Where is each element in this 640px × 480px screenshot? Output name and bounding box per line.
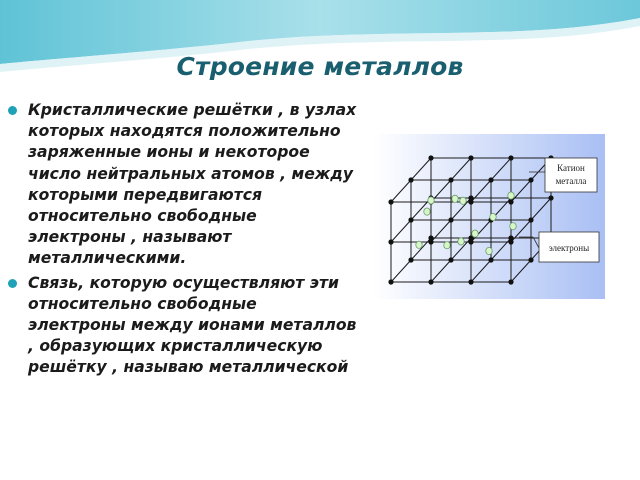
electron-dot <box>416 241 422 248</box>
cation-node <box>448 217 453 222</box>
electron-dot <box>428 197 434 204</box>
cation-node <box>428 155 433 160</box>
electron-dot <box>490 213 496 220</box>
electron-dot <box>444 242 450 249</box>
cation-node <box>388 199 393 204</box>
cation-node <box>528 257 533 262</box>
cation-node <box>528 177 533 182</box>
cation-node <box>508 155 513 160</box>
cation-node <box>488 257 493 262</box>
bullet-list <box>6 100 358 382</box>
cation-node <box>488 177 493 182</box>
electron-dot <box>460 197 466 204</box>
bullet-icon <box>8 106 17 115</box>
cation-node <box>448 257 453 262</box>
cation-label-line1: Катион <box>557 163 585 173</box>
cation-node <box>508 239 513 244</box>
cation-node <box>548 195 553 200</box>
electron-dot <box>508 192 514 199</box>
electron-dot <box>424 208 430 215</box>
cation-node <box>428 239 433 244</box>
bullet-text: Кристаллические решётки , в узлах которых находятся положительно заряженные ионы и некоторое число нейтральных атомов , между которыми передвигаются относительно свободные электроны , называют металлическими. <box>28 101 357 268</box>
cation-node <box>388 239 393 244</box>
electrons-label: электроны <box>548 243 590 253</box>
metal-lattice-figure <box>373 134 605 299</box>
electron-dot <box>472 230 478 237</box>
cation-node <box>468 155 473 160</box>
cation-node <box>508 199 513 204</box>
slide-title: Строение металлов <box>176 52 464 81</box>
cation-node <box>508 279 513 284</box>
electron-dot <box>486 247 492 254</box>
cation-node <box>468 199 473 204</box>
bullet-item <box>6 273 358 379</box>
bullet-icon <box>8 279 17 288</box>
electron-dot <box>458 238 464 245</box>
electron-dot <box>510 223 516 230</box>
bullet-item <box>6 100 358 270</box>
cation-node <box>388 279 393 284</box>
cation-node <box>448 177 453 182</box>
electron-dot <box>452 195 458 202</box>
cation-node <box>408 257 413 262</box>
cation-node <box>408 217 413 222</box>
cation-node <box>408 177 413 182</box>
cation-node <box>468 279 473 284</box>
cation-node <box>428 279 433 284</box>
cation-node <box>468 239 473 244</box>
cation-node <box>528 217 533 222</box>
bullet-text: Связь, которую осуществляют эти относительно свободные электроны между ионами металлов , образующих кристаллическую решётку , называю металлической <box>28 273 357 377</box>
cation-label-line2: металла <box>555 176 587 186</box>
